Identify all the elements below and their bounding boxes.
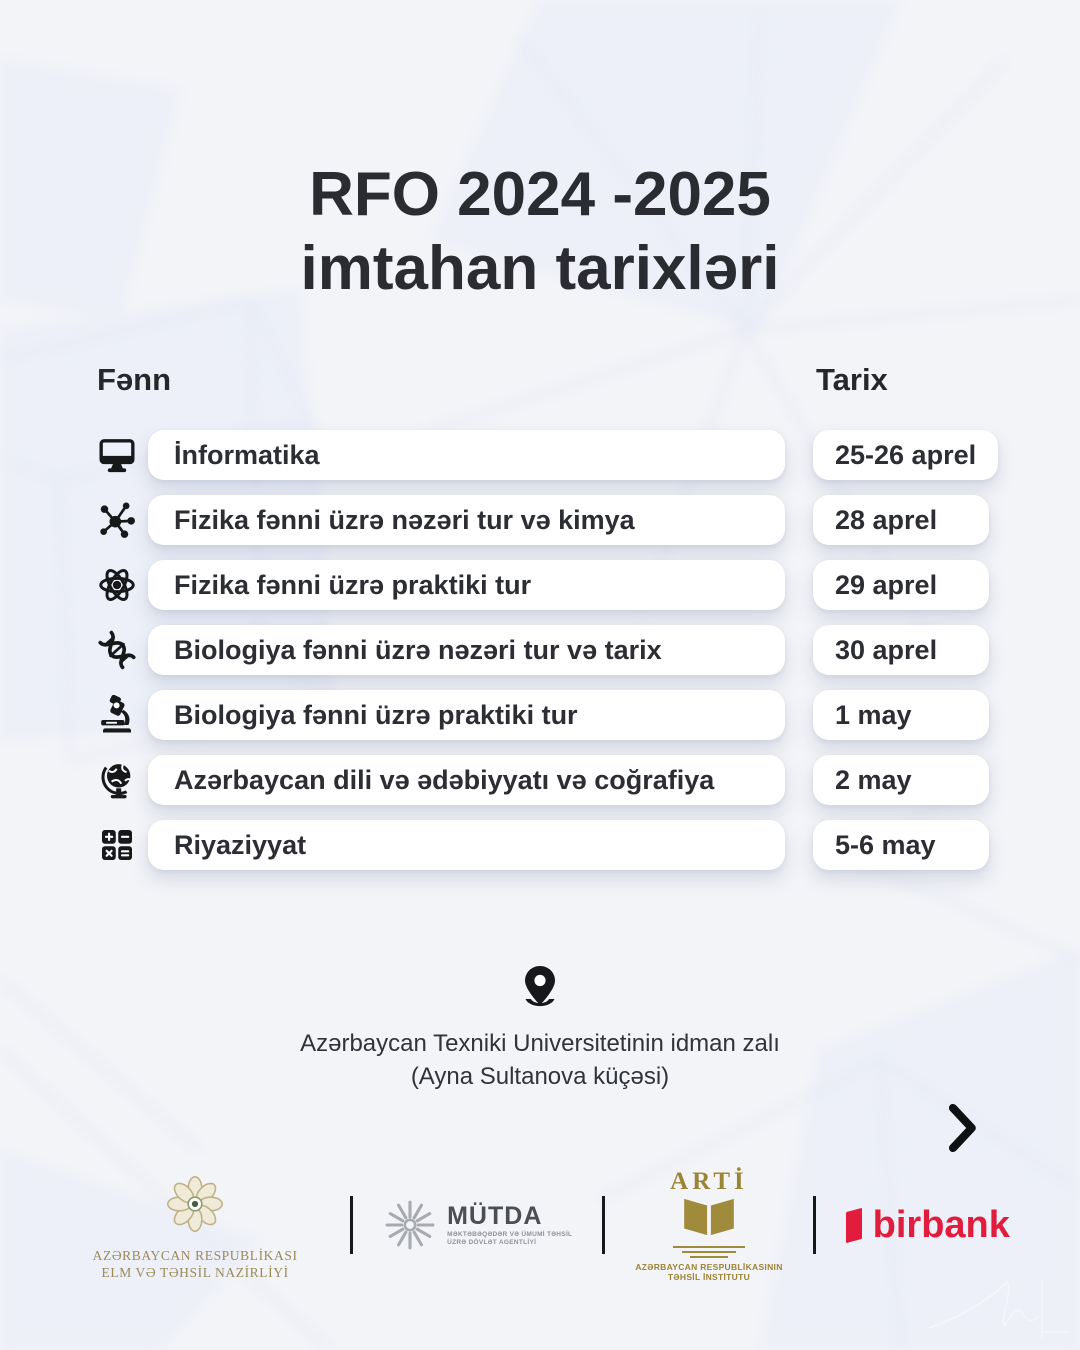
globe-icon: [96, 759, 138, 801]
microscope-icon: [96, 694, 138, 736]
mutda-name: MÜTDA: [447, 1201, 543, 1230]
page-title: [0, 158, 1080, 306]
arti-book-icon: [673, 1196, 745, 1238]
atom-icon: [96, 564, 138, 606]
date-label: 2 may: [835, 764, 912, 795]
subject-pill: [148, 560, 785, 610]
footer-divider: [813, 1196, 816, 1254]
ministry-name-line2: ELM VƏ TƏHSİL NAZİRLİYİ: [101, 1264, 289, 1280]
date-label: 5-6 may: [835, 829, 936, 860]
date-label: 1 may: [835, 699, 912, 730]
table-row: [0, 820, 1080, 870]
table-row: [0, 625, 1080, 675]
subject-pill: [148, 820, 785, 870]
subject-label: İnformatika: [174, 439, 320, 470]
table-row: [0, 755, 1080, 805]
table-row: [0, 560, 1080, 610]
subject-pill: [148, 755, 785, 805]
mutda-sub-line2: ÜZRƏ DÖVLƏT AGENTLİYİ: [447, 1238, 537, 1246]
date-pill: [813, 495, 989, 545]
location-section: [0, 964, 1080, 1093]
computer-icon: [96, 434, 138, 476]
ministry-logo: [70, 1170, 320, 1281]
arti-sub-line2: TƏHSİL İNSTİTUTU: [667, 1272, 751, 1282]
mutda-emblem-icon: [383, 1198, 437, 1252]
footer-divider: [602, 1196, 605, 1254]
date-pill: [813, 430, 998, 480]
column-header-date: Tarix: [816, 362, 888, 397]
date-pill: [813, 690, 989, 740]
subject-pill: [148, 430, 785, 480]
exam-table: [0, 430, 1080, 885]
date-pill: [813, 625, 989, 675]
title-line1: RFO 2024 -2025: [309, 160, 771, 229]
subject-pill: [148, 495, 785, 545]
arti-sub-line1: AZƏRBAYCAN RESPUBLİKASININ: [635, 1262, 783, 1272]
calculator-icon: [96, 824, 138, 866]
ministry-emblem-icon: [161, 1170, 229, 1238]
footer-logos: [0, 1155, 1080, 1295]
location-line1: Azərbaycan Texniki Universitetinin idman zalı: [300, 1030, 780, 1057]
table-row: [0, 495, 1080, 545]
molecule-icon: [96, 499, 138, 541]
location-line2: (Ayna Sultanova küçəsi): [410, 1063, 670, 1090]
birbank-mark-icon: [846, 1207, 862, 1242]
ministry-name-line1: AZƏRBAYCAN RESPUBLİKASI: [92, 1247, 298, 1263]
subject-label: Fizika fənni üzrə nəzəri tur və kimya: [174, 504, 635, 535]
table-row: [0, 690, 1080, 740]
date-label: 28 aprel: [835, 504, 938, 535]
subject-label: Riyaziyyat: [174, 829, 307, 860]
location-pin-icon: [516, 964, 564, 1014]
subject-pill: [148, 625, 785, 675]
mutda-sub-line1: MƏKTƏBƏQƏDƏR VƏ ÜMUMİ TƏHSİL: [447, 1230, 573, 1238]
birbank-logo: [846, 1204, 1010, 1247]
date-label: 30 aprel: [835, 634, 938, 665]
birbank-name: birbank: [872, 1203, 1010, 1246]
chevron-right-icon[interactable]: [948, 1103, 978, 1151]
date-pill: [813, 755, 989, 805]
date-label: 29 aprel: [835, 569, 938, 600]
mutda-logo: [383, 1198, 572, 1252]
subject-label: Fizika fənni üzrə praktiki tur: [174, 569, 532, 600]
date-pill: [813, 820, 989, 870]
column-header-subject: Fənn: [97, 362, 172, 397]
footer-divider: [350, 1196, 353, 1254]
subject-label: Azərbaycan dili və ədəbiyyatı və coğrafiya: [174, 764, 715, 795]
title-line2: imtahan tarixləri: [300, 234, 780, 303]
dna-icon: [96, 629, 138, 671]
subject-label: Biologiya fənni üzrə nəzəri tur və tarix: [174, 634, 662, 665]
arti-name: ARTİ: [670, 1168, 748, 1195]
subject-pill: [148, 690, 785, 740]
date-label: 25-26 aprel: [835, 439, 977, 470]
table-row: [0, 430, 1080, 480]
arti-logo: [635, 1168, 782, 1282]
date-pill: [813, 560, 989, 610]
subject-label: Biologiya fənni üzrə praktiki tur: [174, 699, 578, 730]
